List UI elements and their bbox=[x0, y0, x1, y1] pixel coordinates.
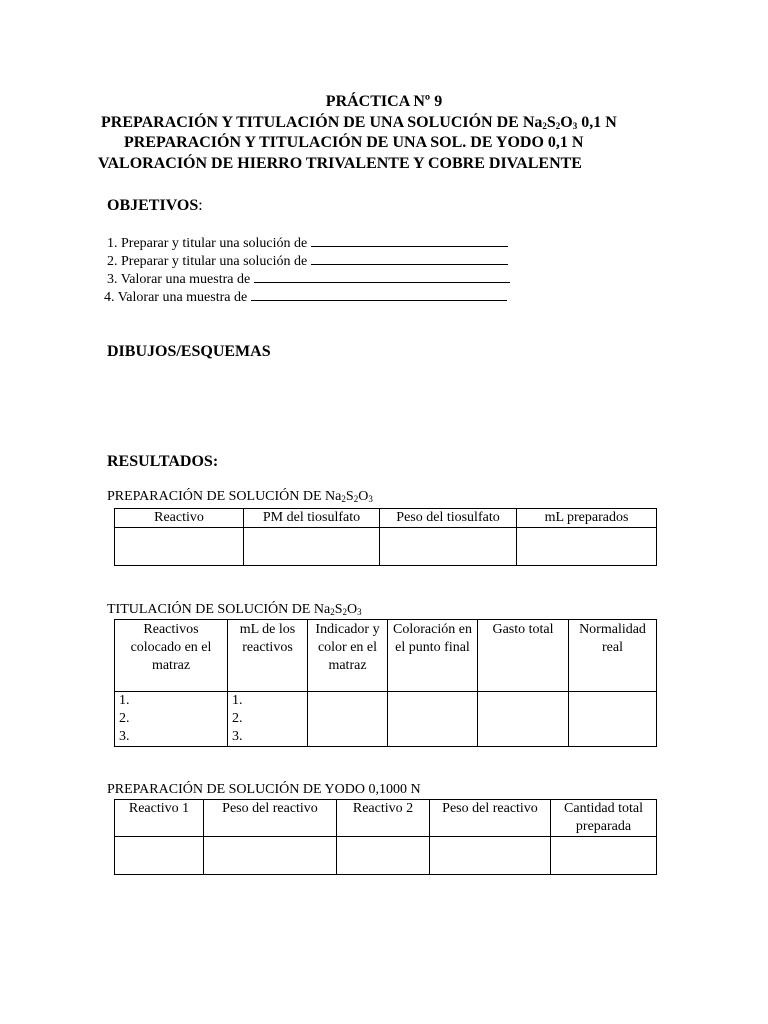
table1-caption bbox=[107, 489, 373, 505]
table-header: Peso del reactivo bbox=[430, 800, 551, 837]
table-iodine-prep bbox=[114, 799, 657, 875]
table-header: Gasto total bbox=[478, 620, 569, 692]
table-header: Peso del tiosulfato bbox=[380, 509, 517, 528]
table1-caption-text: PREPARACIÓN DE SOLUCIÓN DE Na bbox=[107, 489, 342, 504]
table-header: mL preparados bbox=[517, 509, 657, 528]
table-cell[interactable] bbox=[569, 692, 657, 747]
table-header: Coloración en el punto final bbox=[388, 620, 478, 692]
table-cell[interactable] bbox=[204, 837, 337, 875]
objective-blank-line[interactable] bbox=[311, 234, 508, 247]
table-header: Normalidad real bbox=[569, 620, 657, 692]
table-header: Indicador y color en el matraz bbox=[308, 620, 388, 692]
table-header: PM del tiosulfato bbox=[244, 509, 380, 528]
table-cell[interactable] bbox=[430, 837, 551, 875]
formula-sub: 2 bbox=[341, 494, 346, 504]
objective-text: 2. Preparar y titular una solución de bbox=[107, 254, 308, 269]
table-header: Reactivo 1 bbox=[115, 800, 204, 837]
table2-caption-text: TITULACIÓN DE SOLUCIÓN DE Na bbox=[107, 602, 331, 617]
objective-blank-line[interactable] bbox=[311, 252, 508, 265]
formula-s: S bbox=[345, 489, 354, 504]
table-header: Reactivo 2 bbox=[337, 800, 430, 837]
table-cell[interactable] bbox=[337, 837, 430, 875]
drawings-heading: DIBUJOS/ESQUEMAS bbox=[107, 343, 271, 360]
formula-sub: 3 bbox=[357, 607, 362, 617]
title-line-1-concentration: 0,1 N bbox=[581, 114, 617, 131]
table-cell[interactable] bbox=[228, 692, 308, 747]
objective-text: 1. Preparar y titular una solución de bbox=[107, 236, 308, 251]
formula-sub: 2 bbox=[555, 121, 561, 131]
objectives-colon: : bbox=[198, 197, 203, 214]
title-line-2: PREPARACIÓN Y TITULACIÓN DE UNA SOL. DE YODO 0,1 N bbox=[124, 134, 584, 151]
formula-sub: 2 bbox=[542, 121, 547, 131]
table-cell[interactable] bbox=[115, 692, 228, 747]
table-sodium-thiosulfate-prep bbox=[114, 508, 657, 566]
table-cell[interactable] bbox=[388, 692, 478, 747]
table-cell[interactable] bbox=[517, 528, 657, 566]
objective-text: 4. Valorar una muestra de bbox=[104, 290, 248, 305]
row-number: 1. bbox=[119, 693, 130, 708]
title-line-1-text: PREPARACIÓN Y TITULACIÓN DE UNA SOLUCIÓN DE Na bbox=[101, 114, 543, 131]
table-cell[interactable] bbox=[115, 837, 204, 875]
formula-sub: 2 bbox=[330, 607, 335, 617]
table-header: Reactivos colocado en el matraz bbox=[115, 620, 228, 692]
formula-sub: 3 bbox=[368, 494, 373, 504]
formula-sub: 2 bbox=[342, 607, 347, 617]
title-line-1 bbox=[101, 114, 617, 132]
objective-blank-line[interactable] bbox=[251, 288, 507, 301]
objectives-heading bbox=[107, 197, 203, 215]
table-header: mL de los reactivos bbox=[228, 620, 308, 692]
table-cell[interactable] bbox=[308, 692, 388, 747]
results-heading: RESULTADOS: bbox=[107, 453, 219, 470]
objective-item bbox=[107, 252, 508, 270]
objective-blank-line[interactable] bbox=[254, 270, 510, 283]
row-number: 3. bbox=[232, 729, 243, 744]
objective-item bbox=[107, 234, 508, 252]
objective-text: 3. Valorar una muestra de bbox=[107, 272, 251, 287]
row-number: 2. bbox=[119, 711, 130, 726]
table-header: Cantidad total preparada bbox=[551, 800, 657, 837]
table-cell[interactable] bbox=[115, 528, 244, 566]
title-line-3: VALORACIÓN DE HIERRO TRIVALENTE Y COBRE DIVALENTE bbox=[98, 155, 582, 172]
formula-o: O bbox=[346, 602, 358, 617]
formula-s: S bbox=[334, 602, 343, 617]
practice-number: PRÁCTICA Nº 9 bbox=[325, 93, 443, 110]
formula-o: O bbox=[560, 114, 573, 131]
table-thiosulfate-titration bbox=[114, 619, 657, 747]
table-cell[interactable] bbox=[244, 528, 380, 566]
table2-caption bbox=[107, 602, 362, 618]
table-header: Reactivo bbox=[115, 509, 244, 528]
formula-s: S bbox=[546, 114, 556, 131]
objective-item bbox=[107, 270, 510, 288]
formula-o: O bbox=[358, 489, 369, 504]
table-cell[interactable] bbox=[478, 692, 569, 747]
row-number: 2. bbox=[232, 711, 243, 726]
table-header: Peso del reactivo bbox=[204, 800, 337, 837]
table-cell[interactable] bbox=[551, 837, 657, 875]
table3-caption: PREPARACIÓN DE SOLUCIÓN DE YODO 0,1000 N bbox=[107, 782, 421, 797]
objectives-heading-text: OBJETIVOS bbox=[107, 197, 199, 214]
table-cell[interactable] bbox=[380, 528, 517, 566]
row-number: 3. bbox=[119, 729, 130, 744]
formula-sub: 2 bbox=[353, 494, 359, 504]
formula-sub: 3 bbox=[572, 121, 578, 131]
objective-item bbox=[104, 288, 507, 306]
row-number: 1. bbox=[232, 693, 243, 708]
